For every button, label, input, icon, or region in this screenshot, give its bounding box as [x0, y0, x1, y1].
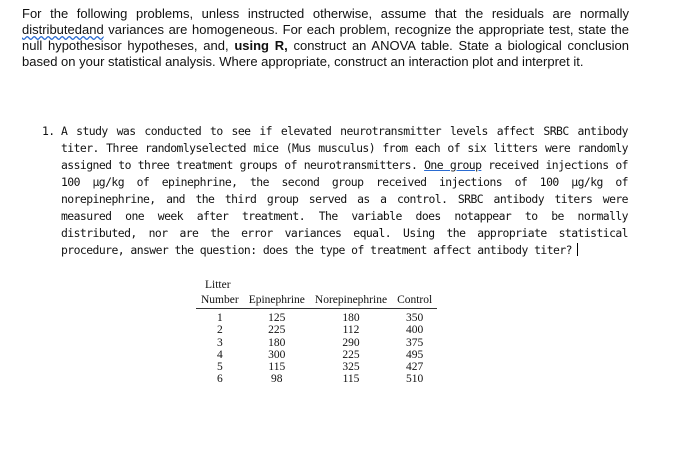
cell-epinephrine: 180 [268, 336, 286, 349]
cell-control: 400 [406, 324, 424, 337]
table-caption: Litter [205, 279, 231, 291]
instructions-text-1: For the following problems, unless instructed otherwise, assume that the residuals are normally [22, 6, 629, 21]
table-row [196, 349, 437, 361]
cell-norepinephrine: 290 [342, 336, 360, 349]
col-header-control: Control [392, 293, 437, 309]
cell-norepinephrine: 225 [342, 348, 360, 361]
antibody-titer-table [196, 293, 437, 386]
problem-number: 1. [42, 124, 55, 138]
cell-number: 4 [216, 348, 223, 361]
table-row [196, 361, 437, 373]
col-header-norepinephrine: Norepinephrine [310, 293, 392, 309]
spellcheck-underlined-word: distributedand [22, 22, 104, 37]
cell-norepinephrine: 325 [342, 361, 360, 374]
cell-number: 2 [216, 324, 223, 337]
table-row [196, 373, 437, 385]
problem-1[interactable] [42, 123, 628, 259]
cell-number: 3 [216, 336, 223, 349]
table-header-row [196, 293, 437, 309]
instructions-text-2: variances are homogeneous. For each problem, recognize the appropriate test, state the null hypothesisor hypotheses, and, [22, 22, 629, 53]
cell-norepinephrine: 180 [342, 312, 360, 324]
cell-control: 510 [406, 373, 424, 386]
table-row [196, 324, 437, 336]
cell-epinephrine: 115 [268, 361, 286, 374]
cell-epinephrine: 225 [268, 324, 286, 337]
problem-text[interactable] [42, 123, 628, 259]
cell-norepinephrine: 115 [342, 373, 360, 386]
cell-control: 350 [406, 312, 424, 324]
cell-control: 495 [406, 348, 424, 361]
cell-epinephrine: 125 [268, 312, 286, 324]
table-row [196, 337, 437, 349]
cell-control: 427 [406, 361, 424, 374]
col-header-number: Number [196, 293, 244, 309]
grammar-underlined-phrase: One group [424, 158, 482, 172]
problem-text-b: received injections of 100 µg/kg of epinephrine, the second group received injections of 100 µg/kg of norepinephrine, and the third group served as a control. SRBC antibody titers were measured one week after treatment. The variable does notappear to be normally distributed, nor are the error variances equal. Using the appropriate statistical procedure, answer the question: does the type of treatment affect antibody titer? [61, 158, 628, 257]
cell-control: 375 [406, 336, 424, 349]
instructions-bold-text: using R, [234, 38, 288, 53]
cell-epinephrine: 98 [271, 373, 283, 386]
cell-epinephrine: 300 [268, 348, 286, 361]
instructions-paragraph [22, 6, 629, 70]
problem-text-a: A study was conducted to see if elevated neurotransmitter levels affect SRBC antibody titer. Three randomlyselected mice (Mus musculus) from each of six litters were randomly assigned to three treatment groups of neurotransmitters. [61, 124, 628, 172]
table-row [196, 309, 437, 325]
instructions-text-3: construct an ANOVA table. State a biological conclusion based on your statistical analysis. Where appropriate, construct an interaction plot and interpret it. [22, 38, 629, 69]
cell-number: 1 [216, 312, 223, 324]
text-cursor [577, 243, 578, 256]
col-header-epinephrine: Epinephrine [244, 293, 310, 309]
cell-norepinephrine: 112 [342, 324, 360, 337]
cell-number: 6 [216, 373, 223, 386]
cell-number: 5 [216, 361, 223, 374]
